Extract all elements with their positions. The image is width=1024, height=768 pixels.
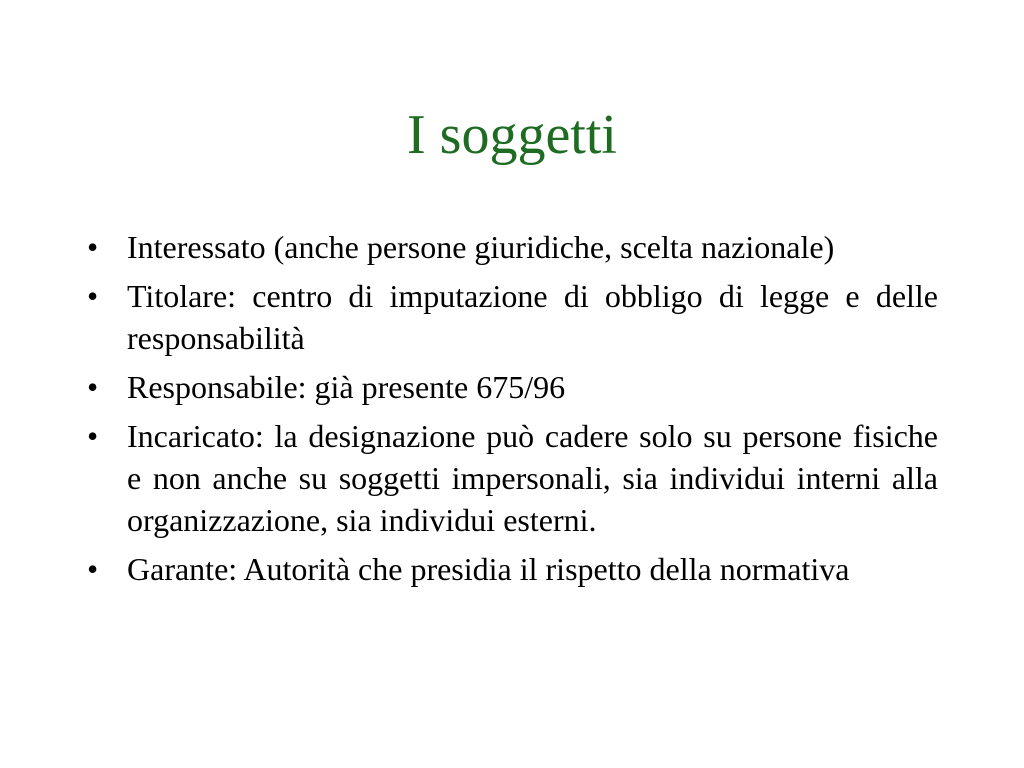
bullet-item (87, 366, 938, 408)
bullet-text: Interessato (anche persone giuridiche, scelta nazionale) (127, 229, 835, 265)
bullet-icon: • (87, 369, 99, 405)
bullet-item (87, 548, 938, 590)
bullet-text: Responsabile: già presente 675/96 (127, 369, 566, 405)
bullet-item (87, 415, 938, 541)
bullet-text: Incaricato: la designazione può cadere solo su persone fisiche e non anche su soggetti impersonali, sia individui interni alla organizzazione, sia individui esterni. (127, 418, 938, 538)
bullet-list (87, 226, 938, 597)
bullet-item (87, 275, 938, 359)
bullet-text: Titolare: centro di imputazione di obbligo di legge e delle responsabilità (127, 278, 938, 356)
bullet-icon: • (87, 278, 99, 314)
bullet-item (87, 226, 938, 268)
bullet-text: Garante: Autorità che presidia il rispetto della normativa (127, 551, 850, 587)
bullet-icon: • (87, 229, 99, 265)
slide-title: I soggetti (407, 104, 617, 166)
bullet-icon: • (87, 418, 99, 454)
bullet-icon: • (87, 551, 99, 587)
